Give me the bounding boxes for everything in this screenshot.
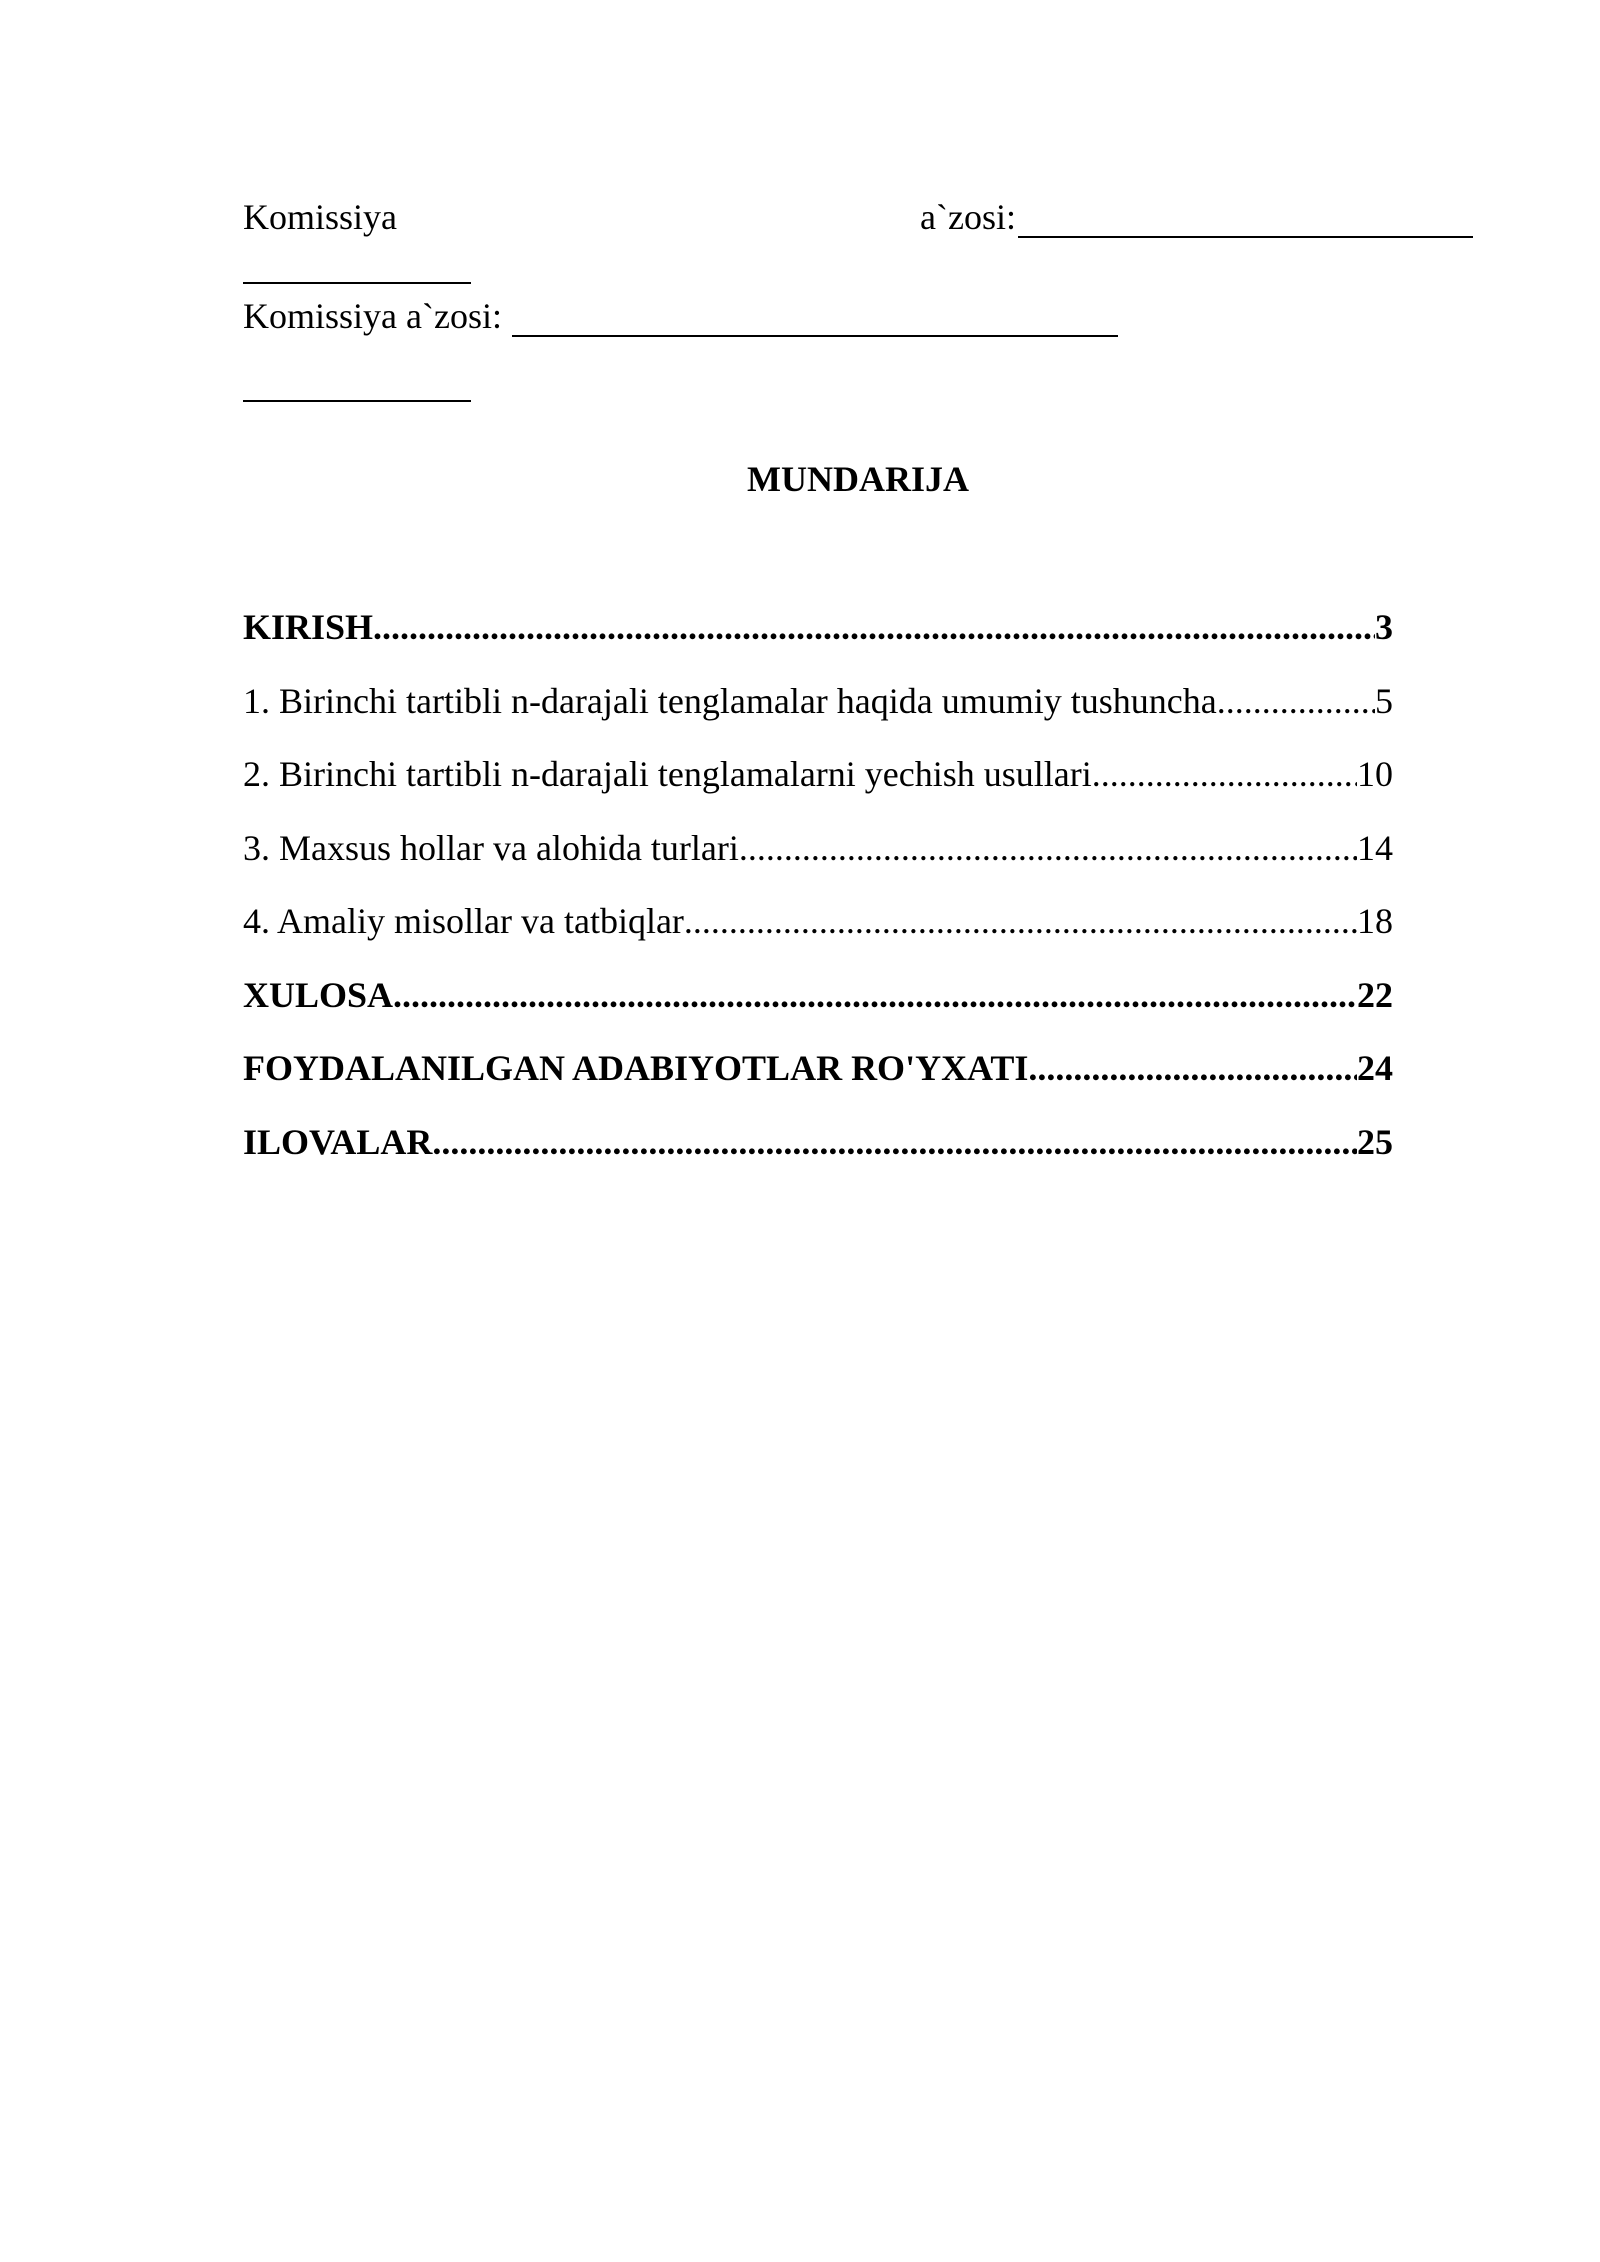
toc-entry[interactable]: [243, 900, 1393, 974]
toc-entry-page: 24: [1357, 1048, 1393, 1088]
signature-line: [1018, 202, 1473, 238]
commission-member-line-2: [243, 295, 1118, 337]
table-of-contents: [243, 606, 1393, 1194]
toc-entry-page: 14: [1357, 827, 1393, 868]
toc-entry-title: 4. Amaliy misollar va tatbiqlar: [243, 901, 684, 941]
toc-entry-page: 18: [1357, 901, 1393, 941]
toc-entry-title: ILOVALAR: [243, 1121, 433, 1162]
signature-line-short: [243, 248, 471, 284]
toc-entry-page: 22: [1357, 974, 1393, 1015]
toc-entry[interactable]: [243, 1047, 1393, 1121]
dot-leader: [684, 900, 1357, 942]
toc-entry[interactable]: [243, 827, 1393, 901]
toc-entry[interactable]: [243, 753, 1393, 827]
toc-entry[interactable]: [243, 606, 1393, 680]
toc-entry-title: 1. Birinchi tartibli n-darajali tenglamalar haqida umumiy tushuncha: [243, 680, 1217, 721]
toc-entry[interactable]: [243, 1121, 1393, 1195]
commission-member-label: Komissiya a`zosi:: [243, 296, 502, 336]
toc-entry-title: 3. Maxsus hollar va alohida turlari: [243, 827, 739, 868]
toc-entry-page: 10: [1357, 754, 1393, 794]
signature-line: [512, 301, 1118, 337]
signature-line-short: [243, 366, 471, 402]
member-label: a`zosi:: [920, 197, 1016, 237]
toc-entry-page: 3: [1375, 607, 1393, 647]
toc-title: MUNDARIJA: [747, 459, 969, 499]
toc-entry-title: 2. Birinchi tartibli n-darajali tenglamalarni yechish usullari: [243, 754, 1092, 794]
toc-entry[interactable]: [243, 974, 1393, 1048]
dot-leader: [432, 1121, 1357, 1163]
toc-entry-page: 5: [1375, 680, 1393, 721]
commission-label: Komissiya: [243, 197, 398, 237]
dot-leader: [1028, 1047, 1357, 1089]
dot-leader: [1092, 753, 1357, 795]
toc-entry-page: 25: [1357, 1121, 1393, 1162]
dot-leader: [393, 974, 1357, 1016]
toc-entry-title: XULOSA: [243, 974, 394, 1015]
toc-entry-title: KIRISH: [243, 607, 374, 647]
toc-entry-title: FOYDALANILGAN ADABIYOTLAR RO'YXATI: [243, 1048, 1029, 1088]
dot-leader: [1217, 680, 1375, 722]
toc-entry[interactable]: [243, 680, 1393, 754]
commission-member-line-1: [243, 196, 1473, 238]
dot-leader: [373, 606, 1375, 648]
dot-leader: [739, 827, 1357, 869]
